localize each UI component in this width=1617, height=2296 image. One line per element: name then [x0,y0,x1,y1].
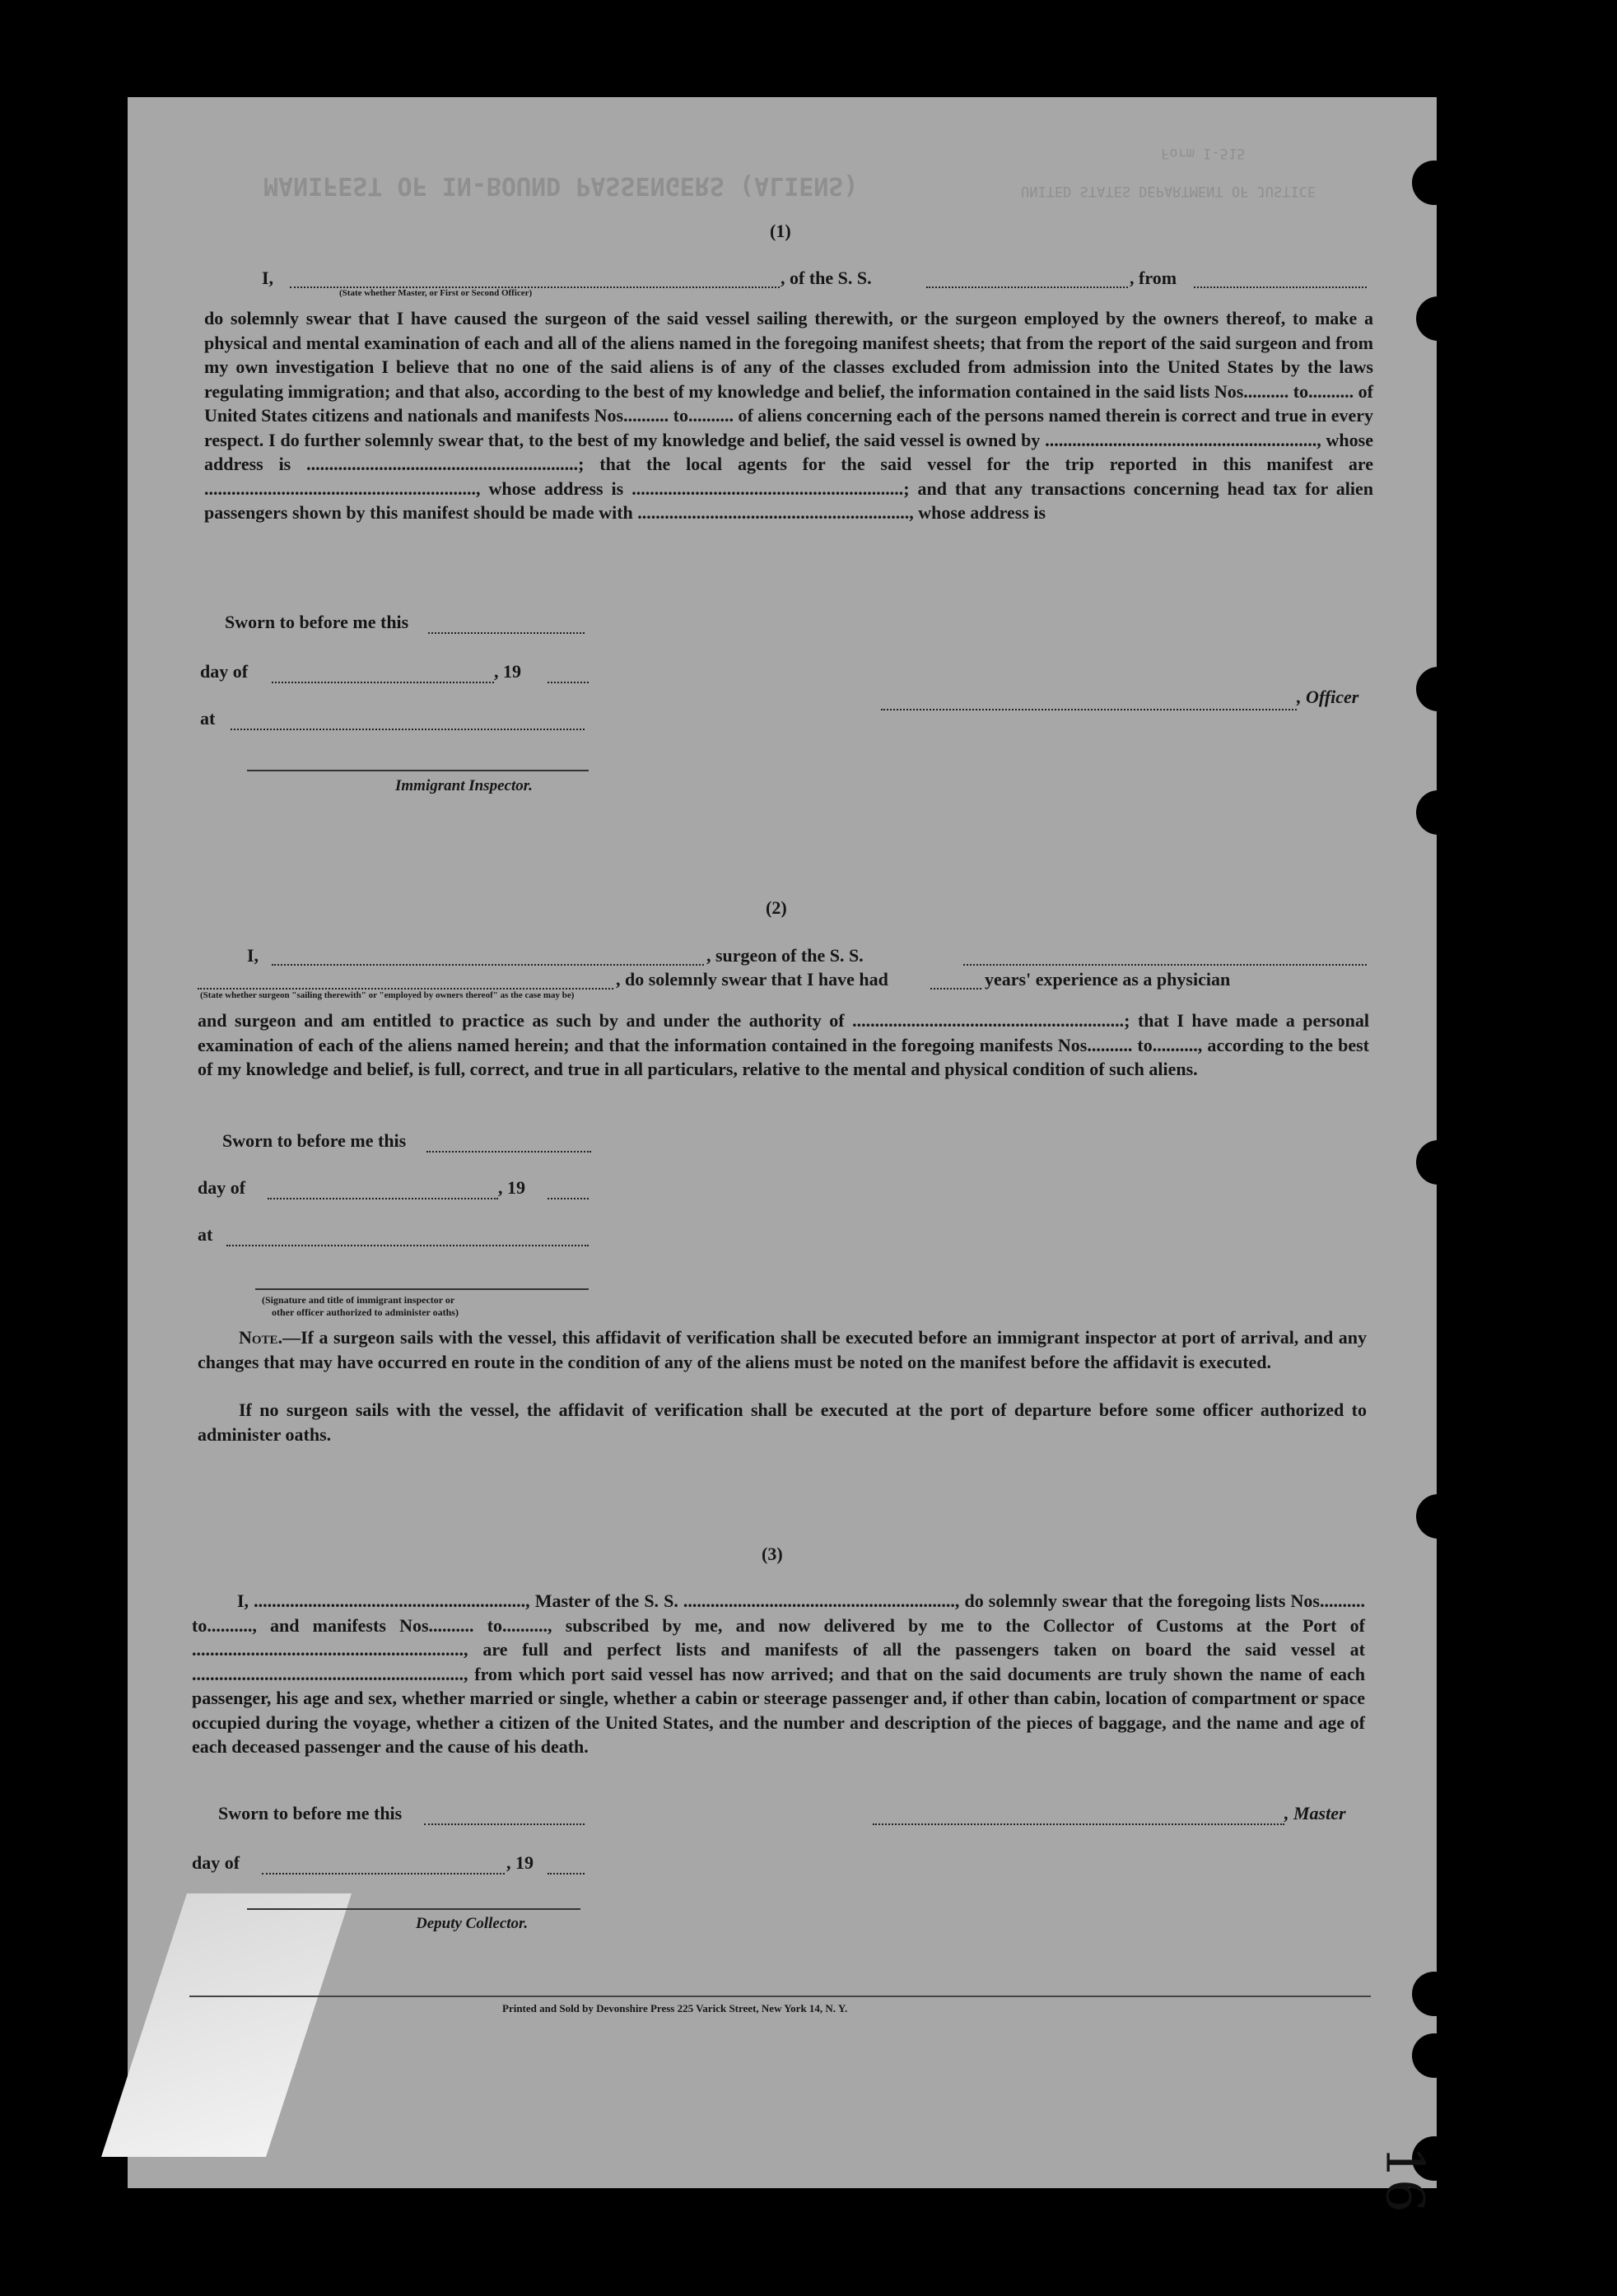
section-3-number: (3) [762,1544,783,1564]
bleed-through-form: Form I-515 [1161,145,1246,161]
section-2-line1-middle: , surgeon of the S. S. [706,945,864,966]
section-2-sig-caption-2: other officer authorized to administer oaths) [272,1306,459,1318]
section-3-sworn: Sworn to before me this [218,1803,403,1823]
section-2-caption: (State whether surgeon "sailing therewith" or "employed by owners thereof" as the case may be) [200,990,575,1000]
section-1-body: do solemnly swear that I have caused the surgeon of the said vessel sailing therewith, or the surgeon employed by the owners thereof, to make a physical and mental examination of each and all of the aliens named in the foregoing manifest sheets; that from the report of the said surgeon and from my own investigation I believe that no one of the said aliens is of any of the classes excluded from admission into the United States by the laws regulating immigration; and that also, according to the best of my knowledge and belief, the information contained in the said lists Nos.......... to.......... of United States citizens and nationals and manifests Nos.......... to.......... of aliens concerning each of the persons named therein is correct and true in every respect. I do further solemnly swear that, to the best of my knowledge and belief, the said vessel is owned by ............................................................, whose address is ............................................................; that the local agents for the said vessel for the trip reported in this manifest are ............................................................, whose address is ............................................................; and that any transactions concerning head tax for alien passengers shown by this manifest should be made with ............................................................, whose address is [204,308,1373,523]
section-1-sworn: Sworn to before me this [225,612,409,632]
punch-hole [1416,790,1461,835]
sworn-date-blank-2 [426,1138,591,1153]
year-blank-2 [548,1185,589,1199]
section-2-sig-caption-1: (Signature and title of immigrant inspector or [262,1294,455,1306]
section-2-line2-after: years' experience as a physician [985,969,1231,990]
footer-rule [189,1996,1371,1997]
section-1-officer-title: , Officer [1297,687,1359,707]
at-blank-1 [231,715,585,730]
section-1-line1-middle: , of the S. S. [781,268,872,288]
section-3-collector-title: Deputy Collector. [416,1915,529,1932]
sworn-date-blank-3 [424,1810,585,1825]
section-1-at: at [200,708,216,729]
section-2-note [198,1325,1367,1374]
section-2-number: (2) [766,897,787,918]
section-3-master-title: , Master [1284,1803,1346,1823]
section-3-body: I, ............................................................, Master of the S. S. ............................................................, do solemnly swear that the foregoing lists Nos.......... to.........., and manifests Nos.......... to.........., subscribed by me, and now delivered by me to the Collector of Customs at the Port of ............................................................, are full and perfect lists and manifests of all the passengers taken on board the said vessel at ............................................................, from which port said vessel has now arrived; and that on the said documents are truly shown the name of each passenger, his age and sex, whether married or single, whether a cabin or steerage passenger and, if other than cabin, location of compartment or space occupied during the voyage, whether a citizen of the United States, and the number and description of the pieces of baggage, and the name and age of each deceased passenger and the cause of his death. [192,1590,1365,1757]
section-2-note2: If no surgeon sails with the vessel, the affidavit of verification shall be executed at the port of departure before some officer authorized to administer oaths. [198,1399,1367,1445]
collector-signature-line [247,1908,580,1910]
inspector-signature-line-2 [255,1288,589,1290]
punch-hole [1416,667,1461,711]
section-3-day-of: day of [192,1852,240,1873]
section-2-day-of: day of [198,1177,246,1198]
printer-imprint: Printed and Sold by Devonshire Press 225 Varick Street, New York 14, N. Y. [502,2002,848,2014]
year-blank-1 [548,668,589,683]
punch-hole [1416,1494,1461,1539]
punch-hole [1416,1140,1461,1185]
punch-hole [1412,2033,1456,2078]
master-signature-blank [873,1810,1284,1825]
port-from-blank [1194,273,1367,288]
year-blank-3 [548,1860,585,1875]
at-blank-2 [226,1232,589,1246]
master-name-blank [290,273,780,288]
note-text: —If a surgeon sails with the vessel, this affidavit of verification shall be executed before an immigrant inspector at port of arrival, and any changes that may have occurred en route in the condition of any of the aliens must be noted on the manifest before the affidavit is executed. [198,1327,1367,1372]
punch-hole [1412,1972,1456,2016]
section-2-year: , 19 [498,1177,525,1198]
years-experience-blank [930,975,981,990]
vessel-name-blank [926,273,1128,288]
bleed-through-office: UNITED STATES DEPARTMENT OF JUSTICE [1021,183,1316,199]
section-1-line1-prefix: I, [262,268,274,288]
punch-hole [1416,296,1461,341]
section-1-caption: (State whether Master, or First or Second Officer) [339,288,533,298]
section-1-inspector-title: Immigrant Inspector. [395,777,533,794]
day-blank-3 [262,1860,505,1875]
section-2-line2-middle: , do solemnly swear that I have had [616,969,888,990]
punch-hole [1412,161,1456,205]
bleed-through-title: MANIFEST OF IN-BOUND PASSENGERS (ALIENS) [263,171,859,200]
section-1-line1-after: , from [1130,268,1177,288]
note-label: Note. [239,1327,283,1348]
surgeon-status-blank [198,975,613,990]
inspector-signature-line [247,770,589,771]
section-2-line1-prefix: I, [247,945,259,966]
section-1-number: (1) [770,221,791,241]
day-blank-2 [268,1185,498,1199]
section-1-day-of: day of [200,661,249,682]
section-3-year: , 19 [506,1852,534,1873]
day-blank-1 [272,668,494,683]
section-2-body: and surgeon and am entitled to practice as such by and under the authority of ............................................................; that I have made a personal examination of each of the aliens named herein; and that the information contained in the foregoing manifests Nos.......... to.........., according to the best of my knowledge and belief, is full, correct, and true in all particulars, relative to the mental and physical condition of such aliens. [198,1010,1369,1079]
surgeon-vessel-blank [963,951,1367,966]
officer-signature-blank [881,696,1297,710]
sworn-date-blank-1 [428,619,585,634]
handwritten-page-number: 16 [1373,2145,1435,2213]
section-2-at: at [198,1224,213,1245]
surgeon-name-blank [272,951,704,966]
section-1-year: , 19 [494,661,521,682]
section-2-sworn: Sworn to before me this [222,1130,407,1151]
